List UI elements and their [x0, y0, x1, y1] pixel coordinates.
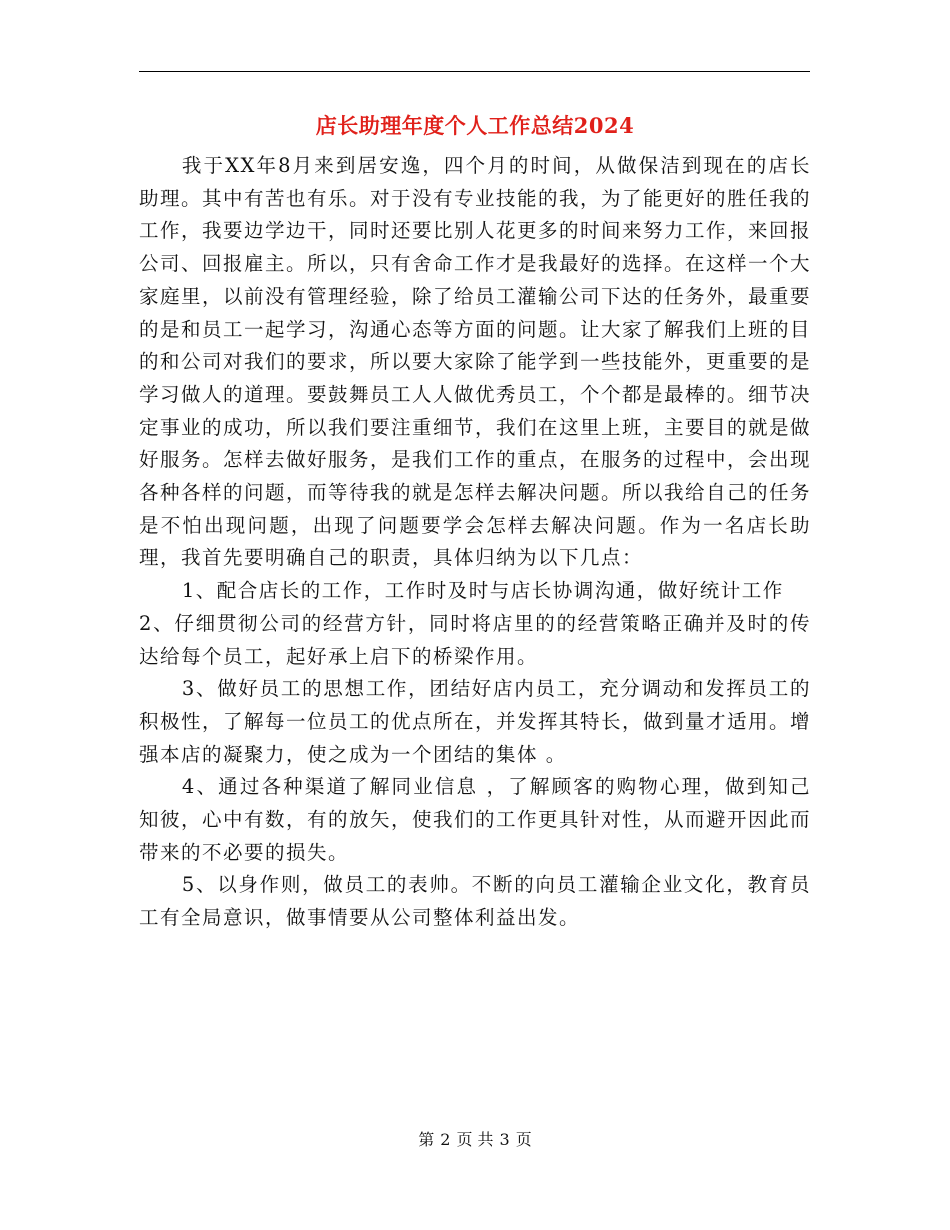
footer-current-page: 2	[440, 1130, 451, 1149]
paragraph-item-1: 1、配合店长的工作，工作时及时与店长协调沟通，做好统计工作	[181, 579, 784, 603]
header-rule	[139, 71, 810, 72]
paragraph-item-3: 3、做好员工的思想工作，团结好店内员工，充分调动和发挥员工的积极性，了解每一位员工的优点所在，并发挥其特长，做到量才适用。增强本店的凝聚力，使之成为一个团结的集体 。	[139, 677, 812, 766]
footer-prefix: 第	[418, 1130, 435, 1149]
document-title: 店长助理年度个人工作总结2024	[315, 113, 635, 138]
footer-middle: 页 共	[456, 1130, 494, 1149]
paragraph-intro: 我于XX年8月来到居安逸，四个月的时间，从做保洁到现在的店长助理。其中有苦也有乐。对于没有专业技能的我，为了能更好的胜任我的工作，我要边学边干，同时还要比别人花更多的时间来努力工作，来回报公司、回报雇主。所以，只有舍命工作才是我最好的选择。在这样一个大家庭里，以前没有管理经验，除了给员工灌输公司下达的任务外，最重要的是和员工一起学习，沟通心态等方面的问题。让大家了解我们上班的目的和公司对我们的要求，所以要大家除了能学到一些技能外，更重要的是学习做人的道理。要鼓舞员工人人做优秀员工，个个都是最棒的。细节决定事业的成功，所以我们要注重细节，我们在这里上班，主要目的就是做好服务。怎样去做好服务，是我们工作的重点，在服务的过程中，会出现各种各样的问题，而等待我的就是怎样去解决问题。所以我给自己的任务是不怕出现问题，出现了问题要学会怎样去解决问题。作为一名店长助理，我首先要明确自己的职责，具体归纳为以下几点：	[139, 154, 812, 570]
page-footer	[0, 1127, 950, 1150]
document-body	[139, 150, 811, 935]
paragraph-item-5: 5、以身作则，做员工的表帅。不断的向员工灌输企业文化，教育员工有全局意识，做事情要从公司整体利益出发。	[139, 873, 811, 930]
paragraph-item-4: 4、通过各种渠道了解同业信息 ，了解顾客的购物心理，做到知己知彼，心中有数，有的放矢，使我们的工作更具针对性，从而避开因此而带来的不必要的损失。	[139, 775, 812, 864]
footer-total-pages: 3	[499, 1130, 510, 1149]
footer-suffix: 页	[515, 1130, 532, 1149]
paragraph-item-2: 2、仔细贯彻公司的经营方针，同时将店里的的经营策略正确并及时的传达给每个员工，起好承上启下的桥梁作用。	[139, 611, 811, 668]
